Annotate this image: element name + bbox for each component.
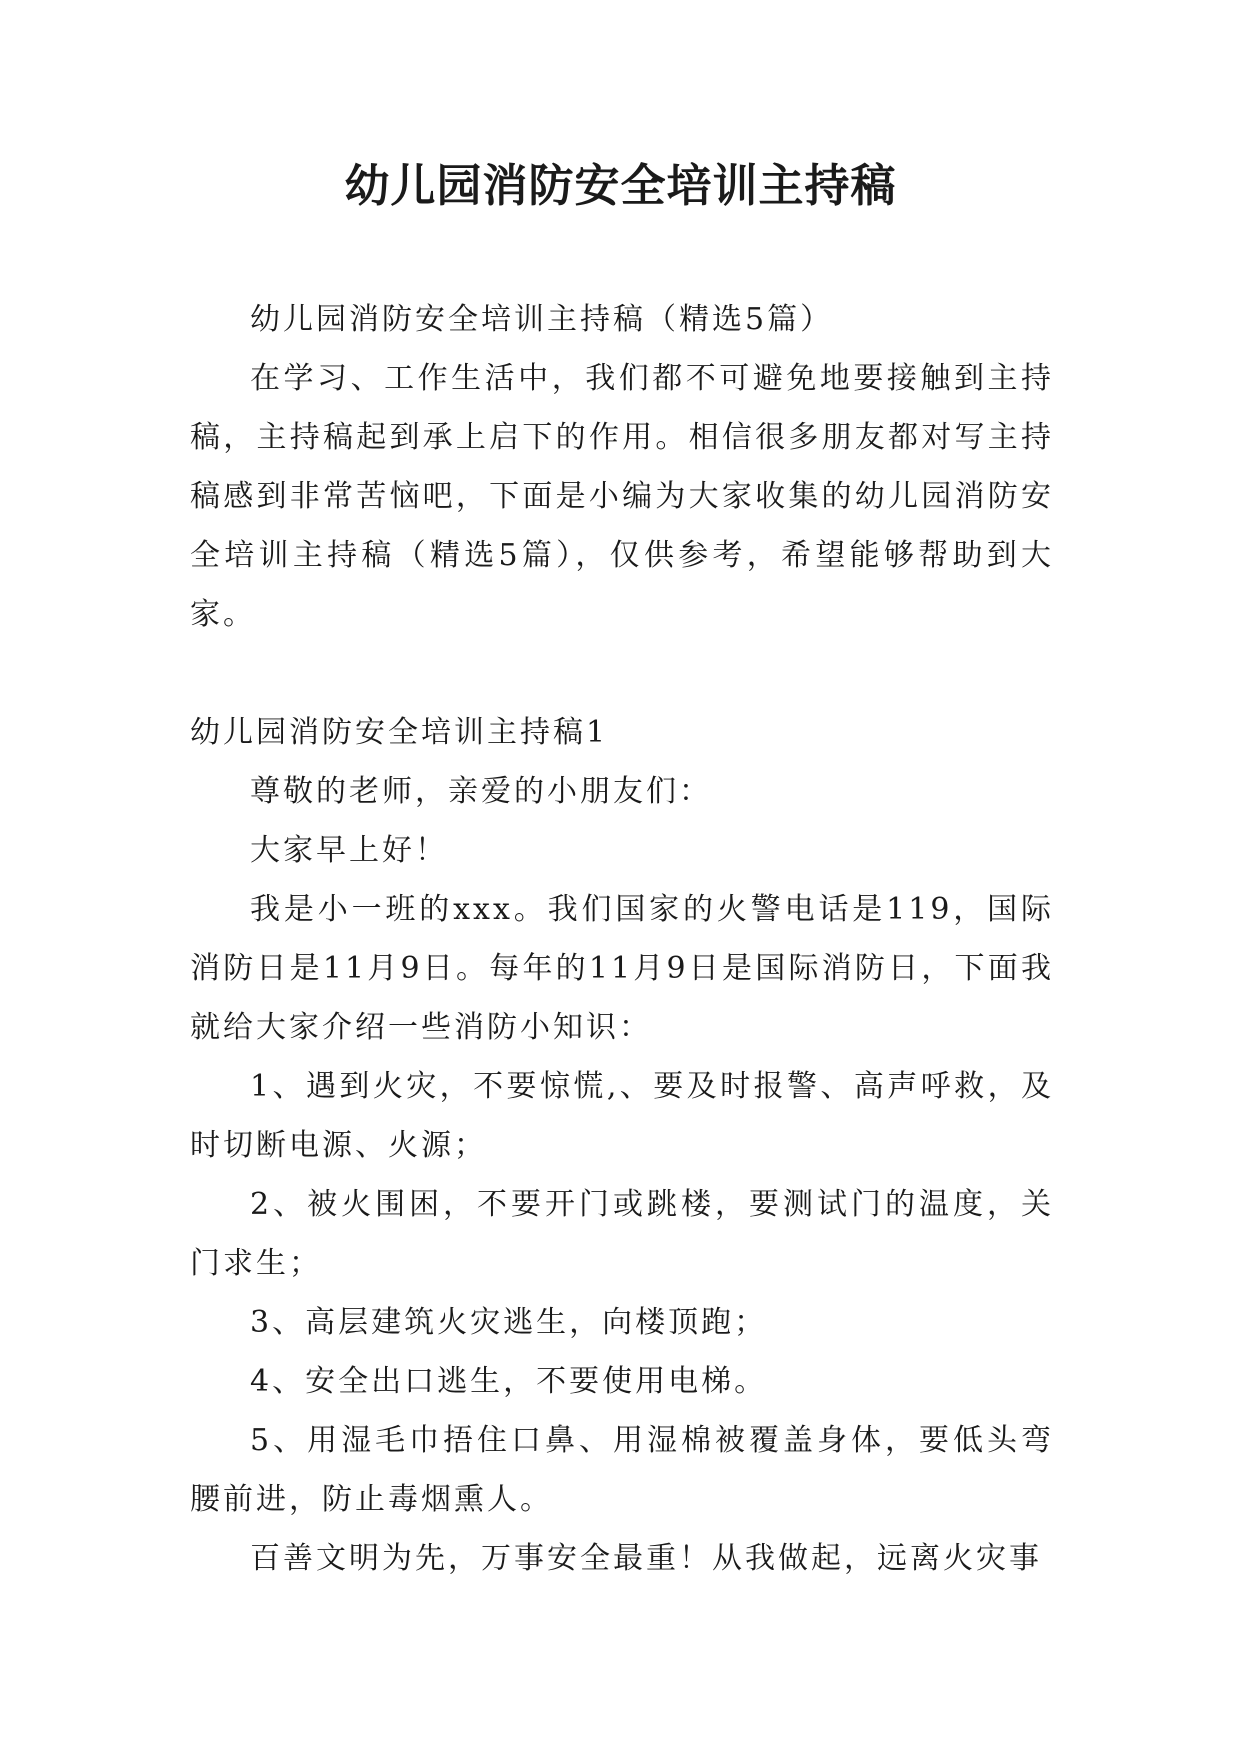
list-item: 4、安全出口逃生，不要使用电梯。 bbox=[250, 1364, 768, 1399]
intro-subtitle: 幼儿园消防安全培训主持稿（精选5篇） bbox=[250, 302, 834, 337]
list-item: 5、用湿毛巾捂住口鼻、用湿棉被覆盖身体，要低头弯腰前进，防止毒烟熏人。 bbox=[190, 1423, 1054, 1517]
document-title: 幼儿园消防安全培训主持稿 bbox=[344, 159, 897, 212]
document-body bbox=[190, 290, 1054, 1588]
intro-paragraph: 在学习、工作生活中，我们都不可避免地要接触到主持稿，主持稿起到承上启下的作用。相信很多朋友都对写主持稿感到非常苦恼吧，下面是小编为大家收集的幼儿园消防安全培训主持稿（精选5篇），仅供参考，希望能够帮助到大家。 bbox=[190, 361, 1054, 632]
list-item: 2、被火围困，不要开门或跳楼，要测试门的温度，关门求生； bbox=[190, 1187, 1054, 1281]
list-item: 3、高层建筑火灾逃生，向楼顶跑； bbox=[250, 1305, 768, 1340]
section-heading: 幼儿园消防安全培训主持稿1 bbox=[190, 715, 609, 750]
closing-paragraph: 百善文明为先，万事安全最重！从我做起，远离火灾事 bbox=[250, 1541, 1042, 1576]
hello-line: 大家早上好！ bbox=[250, 833, 448, 868]
greeting-line: 尊敬的老师，亲爱的小朋友们： bbox=[250, 774, 712, 809]
list-item: 1、遇到火灾，不要惊慌,、要及时报警、高声呼救，及时切断电源、火源； bbox=[190, 1069, 1054, 1163]
section-intro-paragraph: 我是小一班的xxx。我们国家的火警电话是119，国际消防日是11月9日。每年的11月9日是国际消防日，下面我就给大家介绍一些消防小知识： bbox=[190, 892, 1054, 1045]
